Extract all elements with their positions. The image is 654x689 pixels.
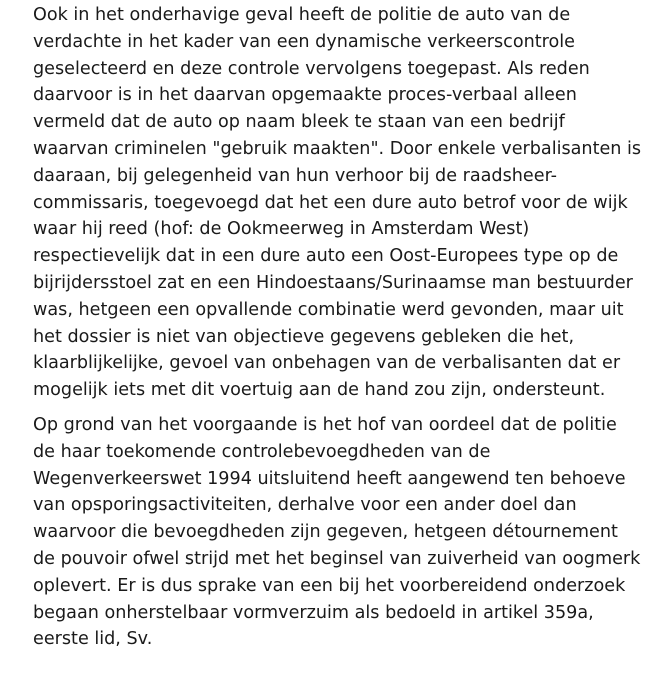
paragraph-2: Op grond van het voorgaande is het hof van oordeel dat de politie de haar toekomende controlebevoegdheden van de Wegenverkeerswet 1994 uitsluitend heeft aangewend ten behoeve van opsporingsactiviteiten, derhalve voor een ander doel dan waarvoor die bevoegdheden zijn gegeven, hetgeen détournement de pouvoir ofwel strijd met het beginsel van zuiverheid van oogmerk oplevert. Er is dus sprake van een bij het voorbereidend onderzoek begaan onherstelbaar vormverzuim als bedoeld in artikel 359a, eerste lid, Sv. xyxy=(33,414,641,650)
paragraph-1: Ook in het onderhavige geval heeft de politie de auto van de verdachte in het kader van een dynamische verkeerscontrole geselecteerd en deze controle vervolgens toegepast. Als reden daarvoor is in het daarvan opgemaakte proces-verbaal alleen vermeld dat de auto op naam bleek te staan van een bedrijf waarvan criminelen "gebruik maakten". Door enkele verbalisanten is daaraan, bij gelegenheid van hun verhoor bij de raadsheer-commissaris, toegevoegd dat het een dure auto betrof voor de wijk waar hij reed (hof: de Ookmeerweg in Amsterdam West) respectievelijk dat in een dure auto een Oost-Europees type op de bijrijdersstoel zat en een Hindoestaans/Surinaamse man bestuurder was, hetgeen een opvallende combinatie werd gevonden, maar uit het dossier is niet van objectieve gegevens gebleken die het, klaarblijkelijke, gevoel van onbehagen van de verbalisanten dat er mogelijk iets met dit voertuig aan de hand zou zijn, ondersteunt. xyxy=(33,5,642,401)
